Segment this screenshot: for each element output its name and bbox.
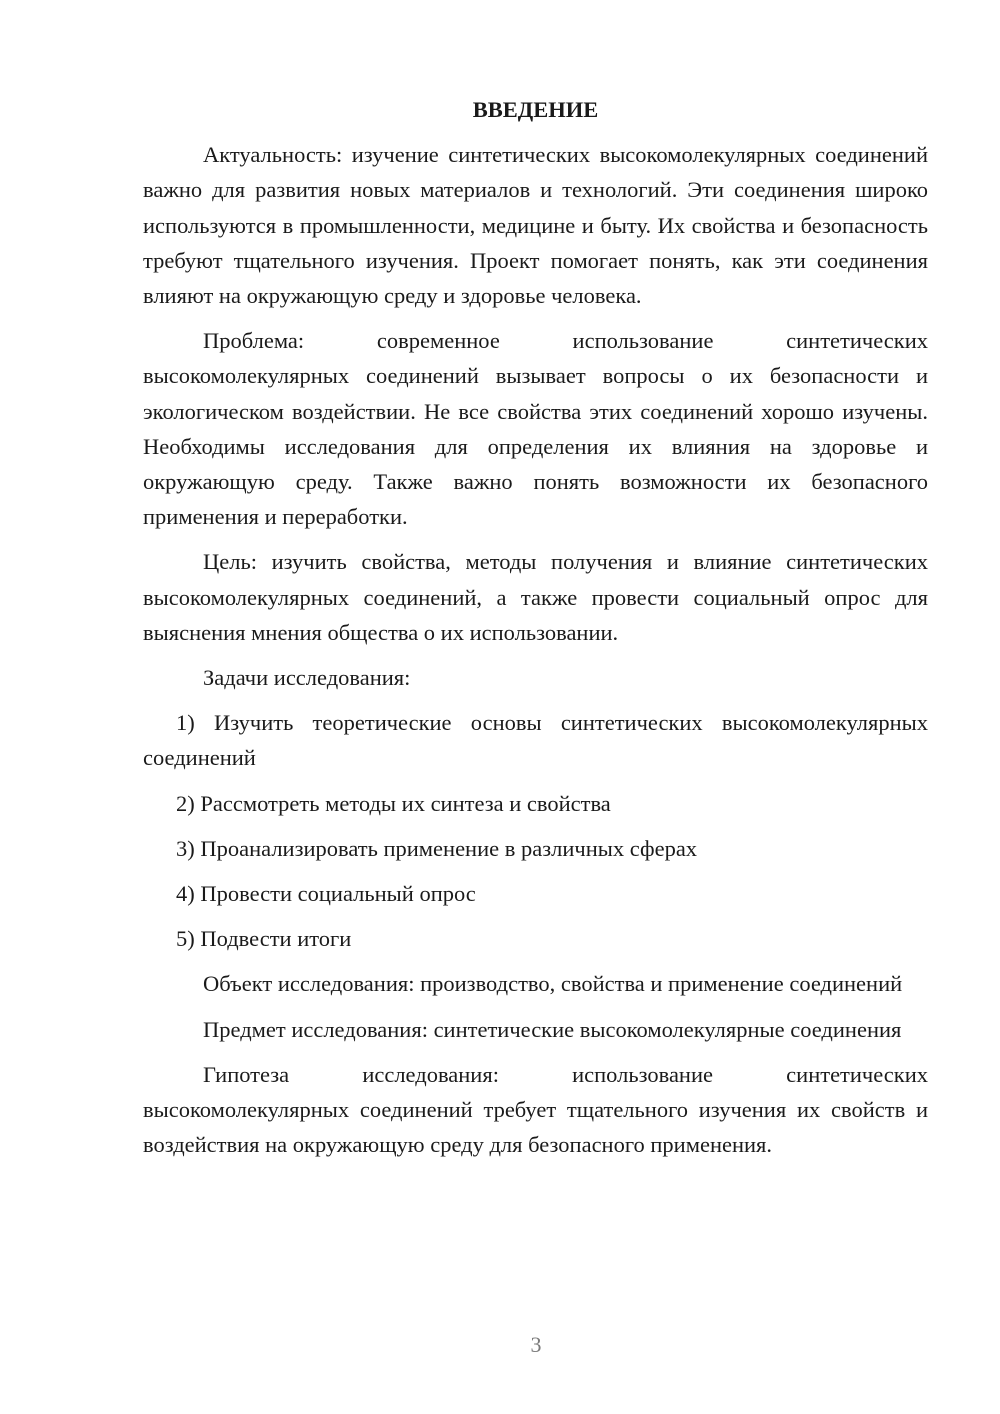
paragraph-problem: Проблема: современное использование синтетических высокомолекулярных соединений вызывает вопросы о их безопасности и экологическом воздействии. Не все свойства этих соединений хорошо изучены. Необходимы исследования для определения их влияния на здоровье и окружающую среду. Также важно понять возможности их безопасного применения и переработки. (143, 328, 928, 530)
page-content (143, 92, 928, 1172)
tasks-heading: Задачи исследования: (203, 665, 411, 691)
paragraph-hypothesis: Гипотеза исследования: использование синтетических высокомолекулярных соединений требует тщательного изучения их свойств и воздействия на окружающую среду для безопасного применения. (143, 1061, 928, 1158)
paragraph-relevance: Актуальность: изучение синтетических высокомолекулярных соединений важно для развития новых материалов и технологий. Эти соединения широко используются в промышленности, медицине и быту. Их свойства и безопасность требуют тщательного изучения. Проект помогает понять, как эти соединения влияют на окружающую среду и здоровье человека. (143, 142, 928, 309)
task-item-1: 1) Изучить теоретические основы синтетических высокомолекулярных соединений (143, 710, 928, 771)
task-item-2: 2) Рассмотреть методы их синтеза и свойства (176, 790, 611, 816)
task-item-4: 4) Провести социальный опрос (176, 881, 476, 907)
paragraph-object: Объект исследования: производство, свойства и применение соединений (203, 971, 903, 997)
paragraph-goal: Цель: изучить свойства, методы получения и влияние синтетических высокомолекулярных соединений, а также провести социальный опрос для выяснения мнения общества о их использовании. (143, 549, 928, 645)
task-item-5: 5) Подвести итоги (176, 926, 352, 952)
page-title: ВВЕДЕНИЕ (472, 97, 599, 122)
paragraph-subject: Предмет исследования: синтетические высокомолекулярные соединения (203, 1016, 902, 1042)
task-item-3: 3) Проанализировать применение в различных сферах (176, 835, 698, 861)
page-number: 3 (530, 1332, 542, 1357)
